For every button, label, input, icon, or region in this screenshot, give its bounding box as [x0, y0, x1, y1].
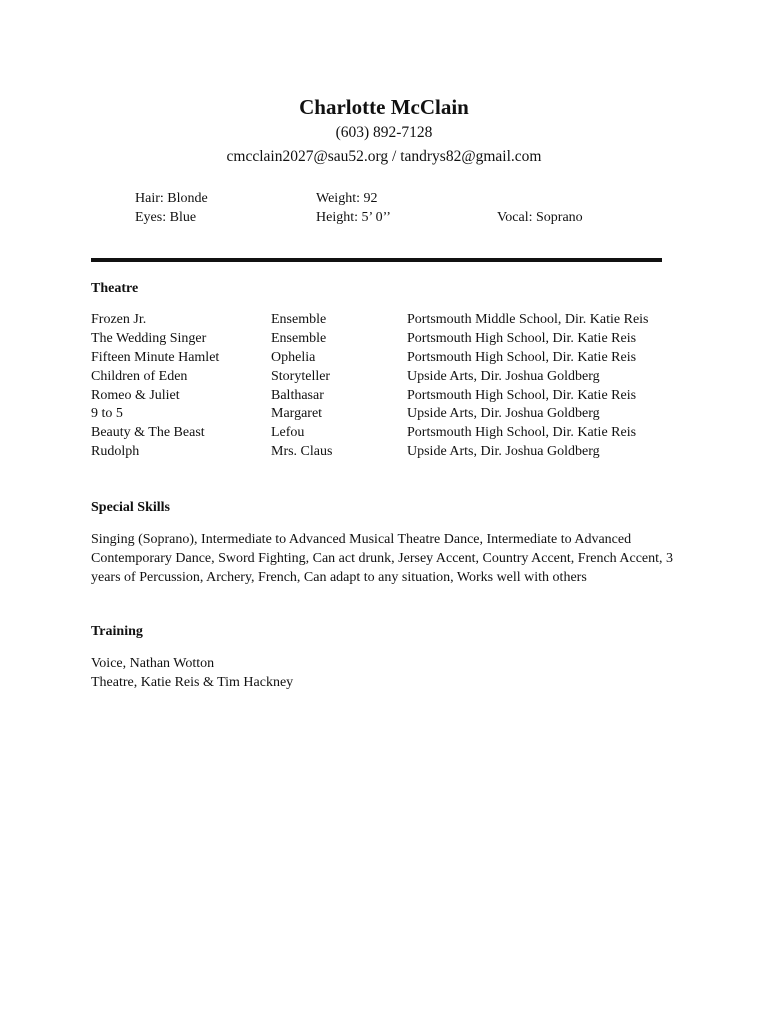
credit-row	[91, 368, 691, 387]
credit-role: Storyteller	[271, 368, 331, 384]
credit-row	[91, 443, 691, 462]
credit-venue: Portsmouth High School, Dir. Katie Reis	[407, 330, 637, 346]
credit-show: Rudolph	[91, 444, 140, 460]
credit-role: Lefou	[271, 425, 305, 441]
stat-vocal: Vocal: Soprano	[497, 210, 583, 225]
stat-eyes: Eyes: Blue	[135, 210, 197, 225]
credit-show: Beauty & The Beast	[91, 425, 205, 441]
divider-rule	[91, 258, 662, 262]
credit-role: Mrs. Claus	[271, 444, 333, 460]
credit-role: Balthasar	[271, 387, 324, 403]
credit-row	[91, 405, 691, 424]
credit-show: Frozen Jr.	[91, 312, 147, 327]
phone-number: (603) 892-7128	[335, 124, 433, 141]
training-list	[91, 654, 671, 692]
credit-show: Romeo & Juliet	[91, 387, 180, 403]
credit-role: Margaret	[271, 406, 323, 422]
email-addresses: cmcclain2027@sau52.org / tandrys82@gmail.com	[226, 148, 542, 165]
credit-role: Ensemble	[271, 330, 327, 346]
credit-venue: Portsmouth High School, Dir. Katie Reis	[407, 387, 637, 403]
theatre-credits-table	[91, 311, 691, 462]
theatre-heading: Theatre	[91, 281, 139, 296]
credit-show: Children of Eden	[91, 368, 188, 384]
training-item: Theatre, Katie Reis & Tim Hackney	[91, 675, 294, 690]
credit-show: The Wedding Singer	[91, 330, 207, 346]
credit-row	[91, 311, 691, 330]
actor-name: Charlotte McClain	[299, 95, 469, 119]
credit-role: Ensemble	[271, 312, 327, 327]
credit-venue: Upside Arts, Dir. Joshua Goldberg	[407, 368, 600, 384]
stat-weight: Weight: 92	[316, 191, 378, 206]
credit-role: Ophelia	[271, 349, 316, 365]
stat-hair: Hair: Blonde	[135, 191, 208, 206]
credit-venue: Portsmouth High School, Dir. Katie Reis	[407, 349, 637, 365]
credit-show: Fifteen Minute Hamlet	[91, 349, 220, 365]
training-item: Voice, Nathan Wotton	[91, 656, 215, 671]
credit-venue: Upside Arts, Dir. Joshua Goldberg	[407, 406, 600, 422]
credit-venue: Portsmouth Middle School, Dir. Katie Reis	[407, 312, 649, 327]
stat-height: Height: 5’ 0’’	[316, 210, 391, 225]
credit-show: 9 to 5	[91, 406, 123, 422]
credit-row	[91, 424, 691, 443]
credit-row	[91, 330, 691, 349]
special-skills-heading: Special Skills	[91, 500, 170, 515]
credit-venue: Portsmouth High School, Dir. Katie Reis	[407, 425, 637, 441]
credit-row	[91, 349, 691, 368]
special-skills-text: Singing (Soprano), Intermediate to Advanced Musical Theatre Dance, Intermediate to Advanced Contemporary Dance, Sword Fighting, Can act drunk, Jersey Accent, Country Accent, French Accent, 3 years of Percussion, Archery, French, Can adapt to any situation, Works well with others	[91, 532, 674, 585]
training-heading: Training	[91, 624, 143, 639]
credit-row	[91, 387, 691, 406]
credit-venue: Upside Arts, Dir. Joshua Goldberg	[407, 444, 600, 460]
